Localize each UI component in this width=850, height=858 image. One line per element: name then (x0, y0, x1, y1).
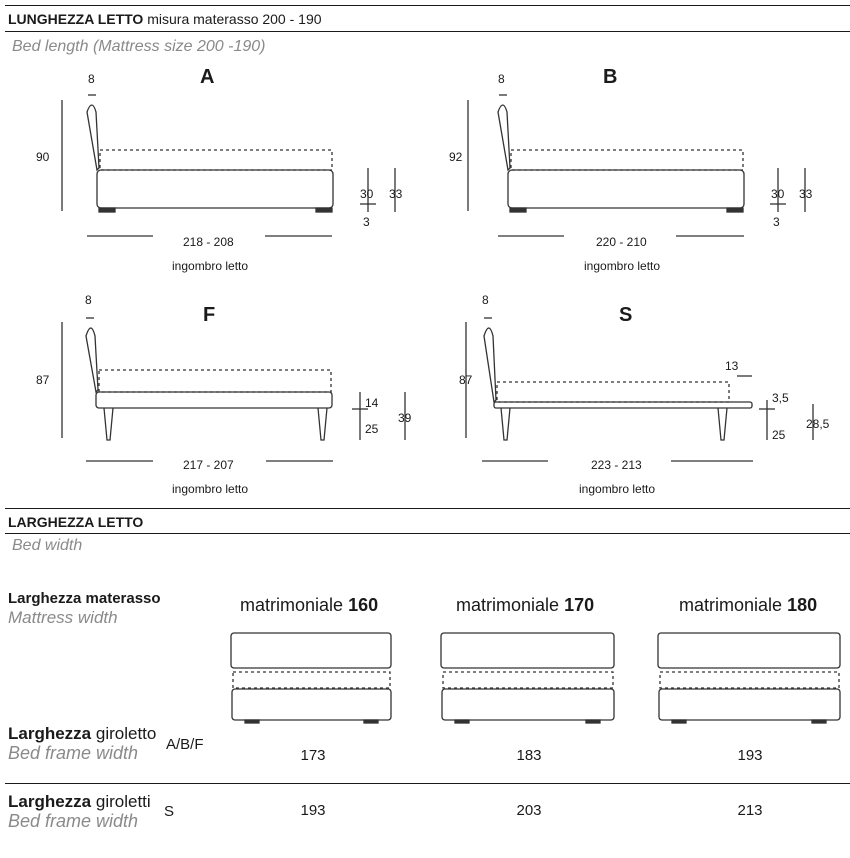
column-head-160: matrimoniale 160 (240, 595, 379, 615)
model-b-base: 30 (771, 187, 785, 201)
model-a-headboard: 8 (88, 72, 95, 86)
model-b-height: 92 (449, 150, 463, 164)
frame-row-2-sub: Bed frame width (8, 811, 139, 831)
model-a-caption: ingombro letto (172, 259, 249, 273)
bed-f-drawing (62, 318, 405, 461)
model-a-base: 30 (360, 187, 374, 201)
frame-row-2-value-170: 203 (516, 802, 542, 819)
length-title-rule (5, 31, 850, 32)
model-b-total: 33 (799, 187, 813, 201)
model-f-headboard: 8 (85, 293, 92, 307)
model-f-caption: ingombro letto (172, 482, 249, 496)
width-section-subtitle: Bed width (12, 537, 83, 554)
frame-row-1-models: A/B/F (166, 736, 204, 753)
model-a-letter: A (200, 66, 215, 88)
model-s-length: 223 - 213 (591, 458, 642, 472)
model-f-total: 39 (398, 411, 412, 425)
column-head-170: matrimoniale 170 (456, 595, 595, 615)
width-section-title: LARGHEZZA LETTO (8, 514, 144, 530)
top-rule (5, 5, 850, 6)
mattress-width-label: Larghezza materasso (8, 590, 161, 607)
model-f-legs: 25 (365, 422, 379, 436)
model-a-feet: 3 (363, 215, 370, 229)
width-top-rule (5, 508, 850, 509)
frame-row-2-label: Larghezza giroletti (8, 792, 151, 811)
model-b-headboard: 8 (498, 72, 505, 86)
length-section-subtitle: Bed length (Mattress size 200 -190) (12, 38, 266, 55)
frame-row-2-value-160: 193 (300, 802, 326, 819)
model-a-total: 33 (389, 187, 403, 201)
model-s-legs: 25 (772, 428, 786, 442)
model-s-caption: ingombro letto (579, 482, 656, 496)
model-b-letter: B (603, 66, 618, 88)
model-s-height: 87 (459, 373, 473, 387)
width-diagram-180 (658, 633, 840, 723)
model-a-length: 218 - 208 (183, 235, 234, 249)
model-s-total: 28,5 (806, 417, 830, 431)
frame-row-1-sub: Bed frame width (8, 743, 139, 763)
model-f-base: 14 (365, 396, 379, 410)
frame-row-2-value-180: 213 (737, 802, 763, 819)
model-f-length: 217 - 207 (183, 458, 234, 472)
model-b-feet: 3 (773, 215, 780, 229)
model-s-headboard: 8 (482, 293, 489, 307)
length-section-title: LUNGHEZZA LETTO misura materasso 200 - 190 (8, 11, 322, 27)
width-diagram-170 (441, 633, 614, 723)
model-s-letter: S (619, 304, 633, 326)
bed-s-drawing (466, 318, 813, 461)
row-divider (5, 783, 850, 784)
frame-row-1-value-180: 193 (737, 747, 763, 764)
width-diagram-160 (231, 633, 391, 723)
frame-row-2-models: S (164, 803, 175, 820)
mattress-width-sub: Mattress width (8, 608, 118, 627)
model-b-length: 220 - 210 (596, 235, 647, 249)
model-b-caption: ingombro letto (584, 259, 661, 273)
model-s-overhang: 13 (725, 359, 739, 373)
bed-b-drawing (468, 95, 805, 236)
frame-row-1-value-160: 173 (300, 747, 326, 764)
column-head-180: matrimoniale 180 (679, 595, 818, 615)
model-a-height: 90 (36, 150, 50, 164)
model-f-height: 87 (36, 373, 50, 387)
frame-row-1-label: Larghezza giroletto (8, 724, 157, 743)
frame-row-1-value-170: 183 (516, 747, 542, 764)
width-title-rule (5, 533, 850, 534)
model-s-base: 3,5 (772, 391, 789, 405)
model-f-letter: F (203, 304, 216, 326)
bed-a-drawing (62, 95, 395, 236)
